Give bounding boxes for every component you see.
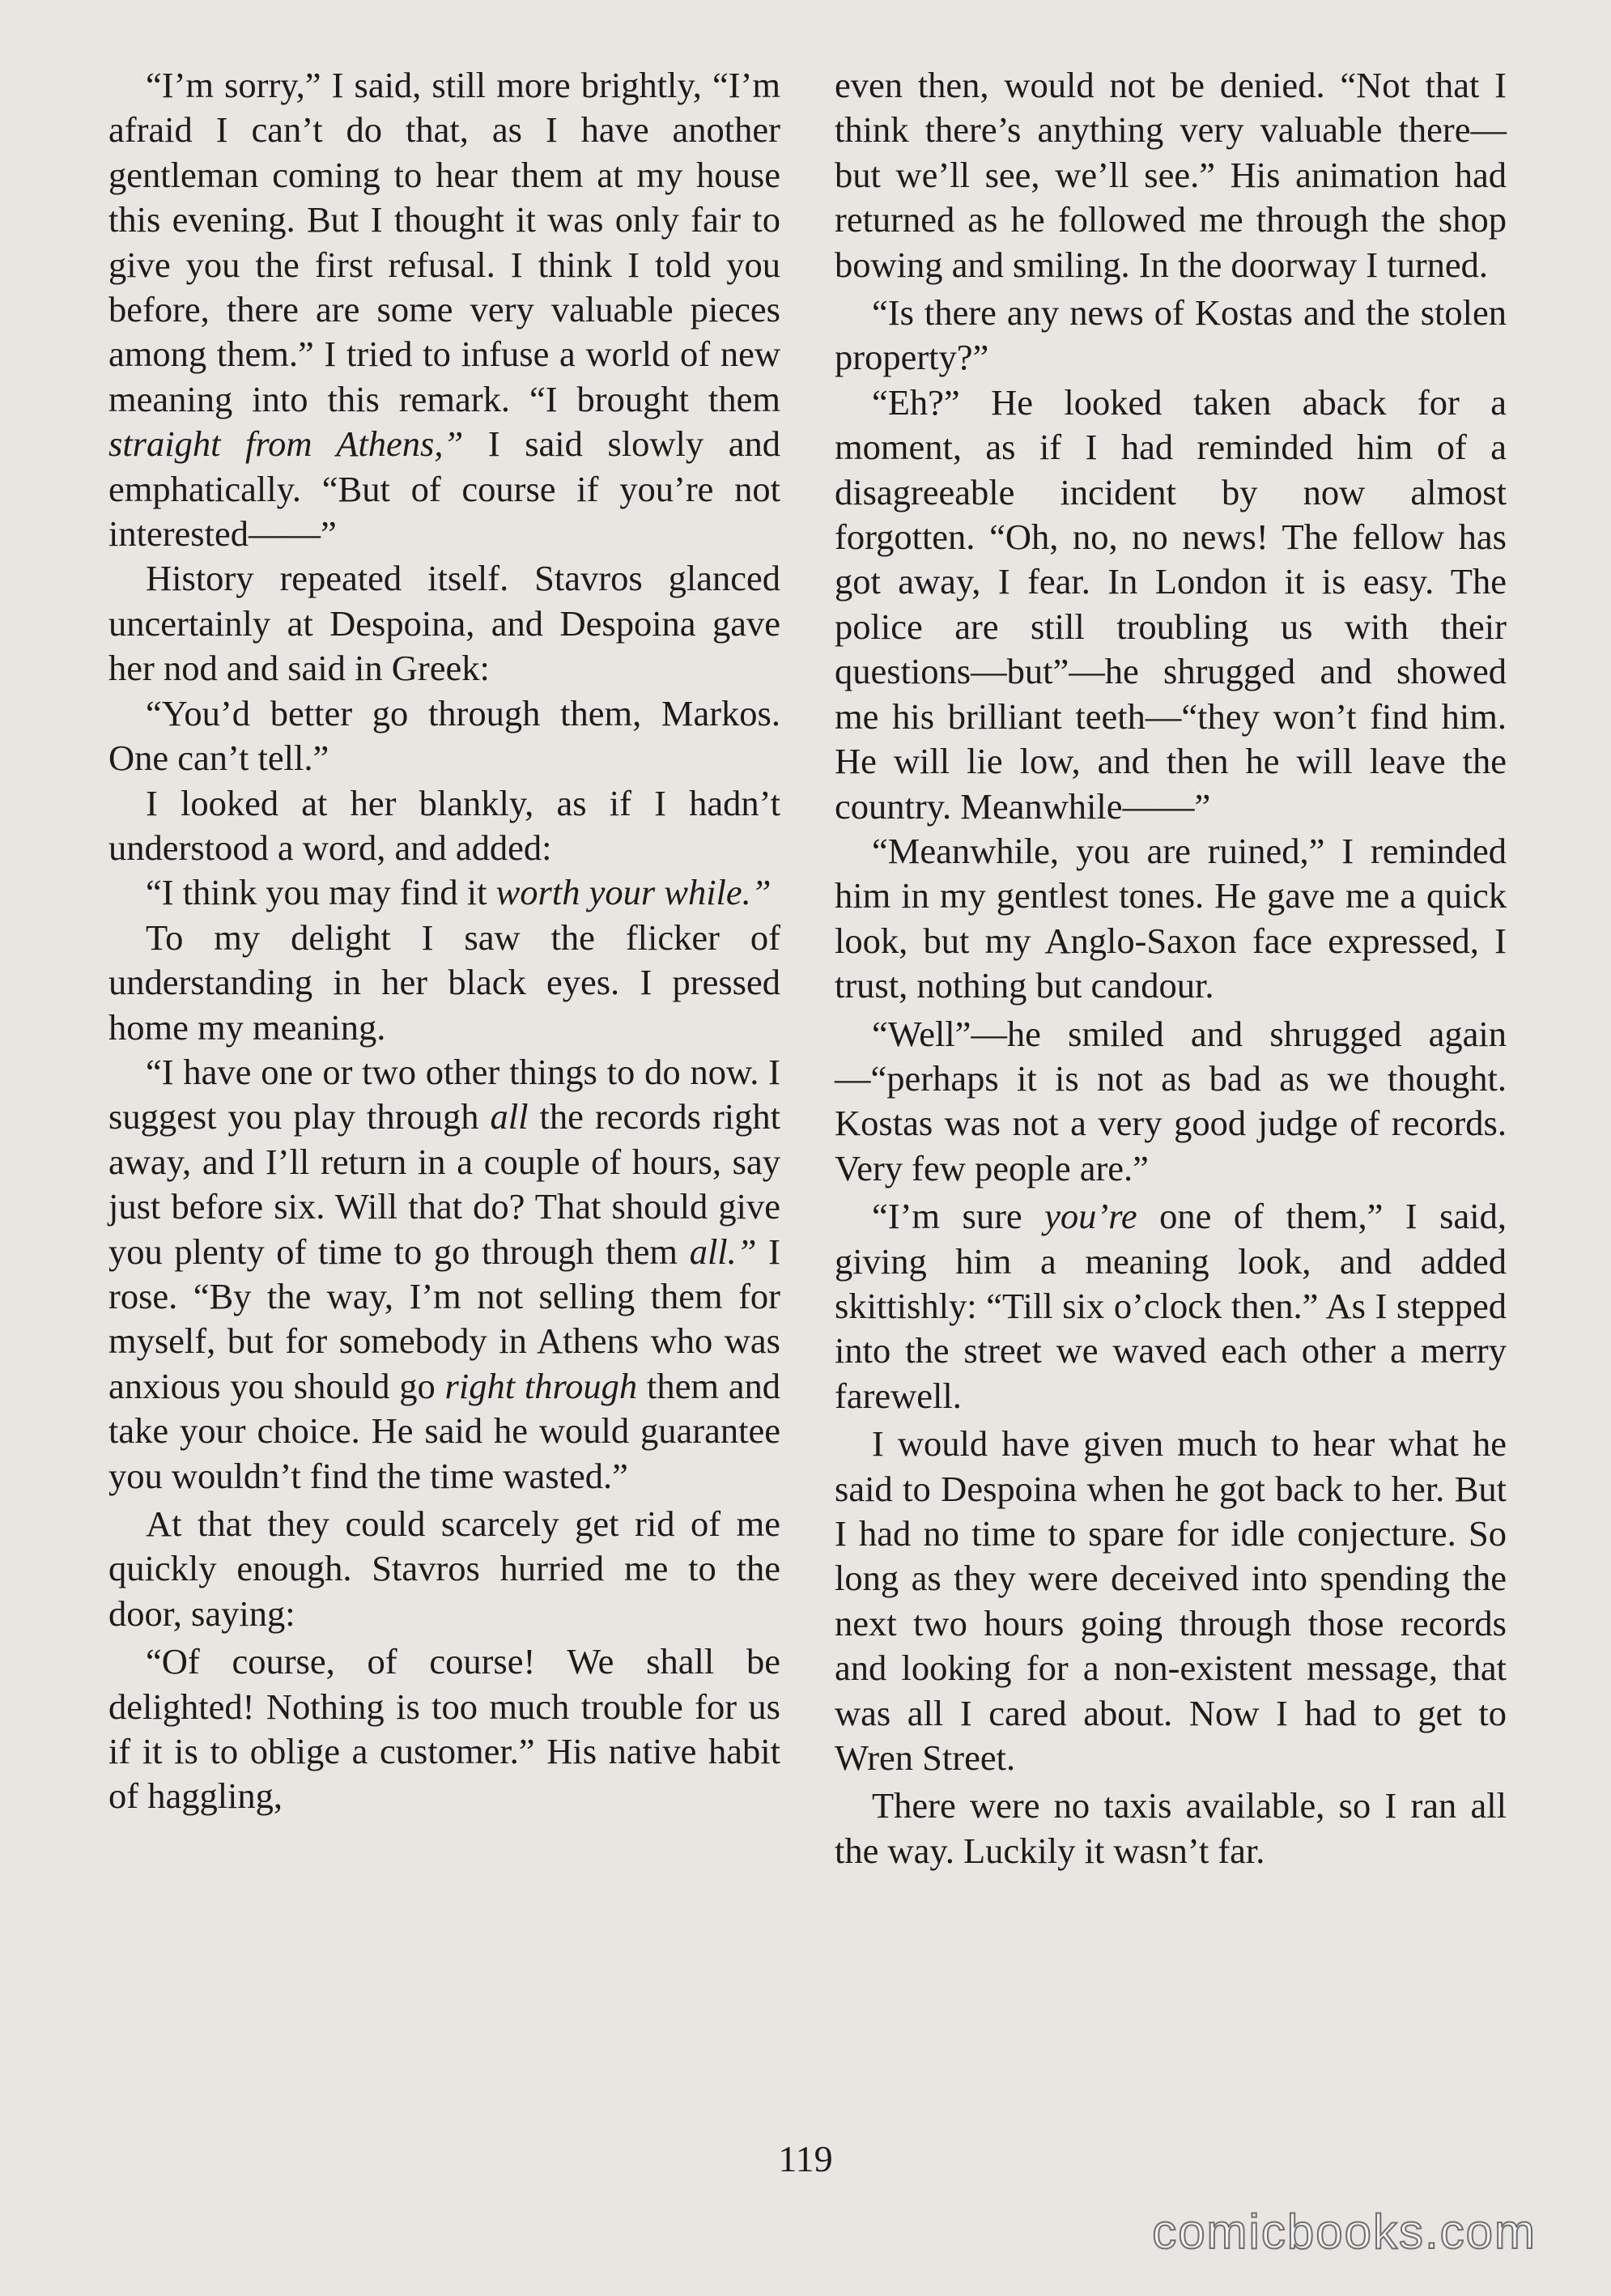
paragraph: I would have given much to hear what he said to Despoina when he got back to her. But I had no time to spare for idle conjecture. So long as they were deceived into spending the next two hours going through those records and looking for a non-existent message, that was all I cared about. Now I had to get to Wren Street. (835, 1423, 1507, 1779)
paragraph: “Meanwhile, you are ruined,” I reminded him in my gentlest tones. He gave me a quick look, but my Anglo-Saxon face expressed, I trust, nothing but candour. (835, 830, 1507, 1006)
paragraph: “I’m sure you’re one of them,” I said, giving him a meaning look, and added skittishly: “Till six o’clock then.” As I stepped into the street we waved each other a merry farewell. (835, 1196, 1507, 1416)
paragraph: “Of course, of course! We shall be delighted! Nothing is too much trouble for us if it is to oblige a customer.” His native habit of haggling, (108, 1641, 780, 1817)
paragraph: even then, would not be denied. “Not that I think there’s anything very valuable there—but we’ll see, we’ll see.” His animation had returned as he followed me through the shop bowing and smiling. In the doorway I turned. (835, 65, 1507, 285)
watermark-logo: comicbooks.com (1152, 2205, 1537, 2259)
paragraph: “Is there any news of Kostas and the stolen property?” (835, 292, 1507, 378)
paragraph: “Well”—he smiled and shrugged again—“perhaps it is not as bad as we thought. Kostas was not a very good judge of records. Very few people are.” (835, 1013, 1507, 1188)
paragraph: “Eh?” He looked taken aback for a moment, as if I had reminded him of a disagreeable incident by now almost forgotten. “Oh, no, no news! The fellow has got away, I fear. In London it is easy. The police are still troubling us with their questions—but”—he shrugged and showed me his brilliant teeth—“they won’t find him. He will lie low, and then he will leave the country. Meanwhile——” (835, 381, 1507, 827)
paragraph: I looked at her blankly, as if I hadn’t understood a word, and added: (108, 782, 780, 868)
paragraph: There were no taxis available, so I ran all the way. Luckily it wasn’t far. (835, 1785, 1507, 1871)
page-number: 119 (778, 2138, 833, 2179)
paragraph: History repeated itself. Stavros glanced uncertainly at Despoina, and Despoina gave her nod and said in Greek: (108, 558, 780, 689)
left-text-column (108, 63, 780, 1819)
paragraph: To my delight I saw the flicker of understanding in her black eyes. I pressed home my meaning. (108, 916, 780, 1048)
paragraph: At that they could scarcely get rid of me quickly enough. Stavros hurried me to the door, saying: (108, 1503, 780, 1634)
paragraph: “You’d better go through them, Markos. One can’t tell.” (108, 692, 780, 779)
right-text-column (835, 63, 1507, 1873)
paragraph: “I think you may find it worth your while.” (146, 872, 771, 913)
paragraph: “I’m sorry,” I said, still more brightly, “I’m afraid I can’t do that, as I have another gentleman coming to hear them at my house this evening. But I thought it was only fair to give you the first refusal. I think I told you before, there are some very valuable pieces among them.” I tried to infuse a world of new meaning into this remark. “I brought them straight from Athens,” I said slowly and emphatically. “But of course if you’re not interested——” (108, 65, 781, 555)
paragraph: “I have one or two other things to do now. I suggest you play through all the records right away, and I’ll return in a couple of hours, say just before six. Will that do? That should give you plenty of time to go through them all.” I rose. “By the way, I’m not selling them for myself, but for somebody in Athens who was anxious you should go right through them and take your choice. He said he would guarantee you wouldn’t find the time wasted.” (108, 1051, 780, 1496)
